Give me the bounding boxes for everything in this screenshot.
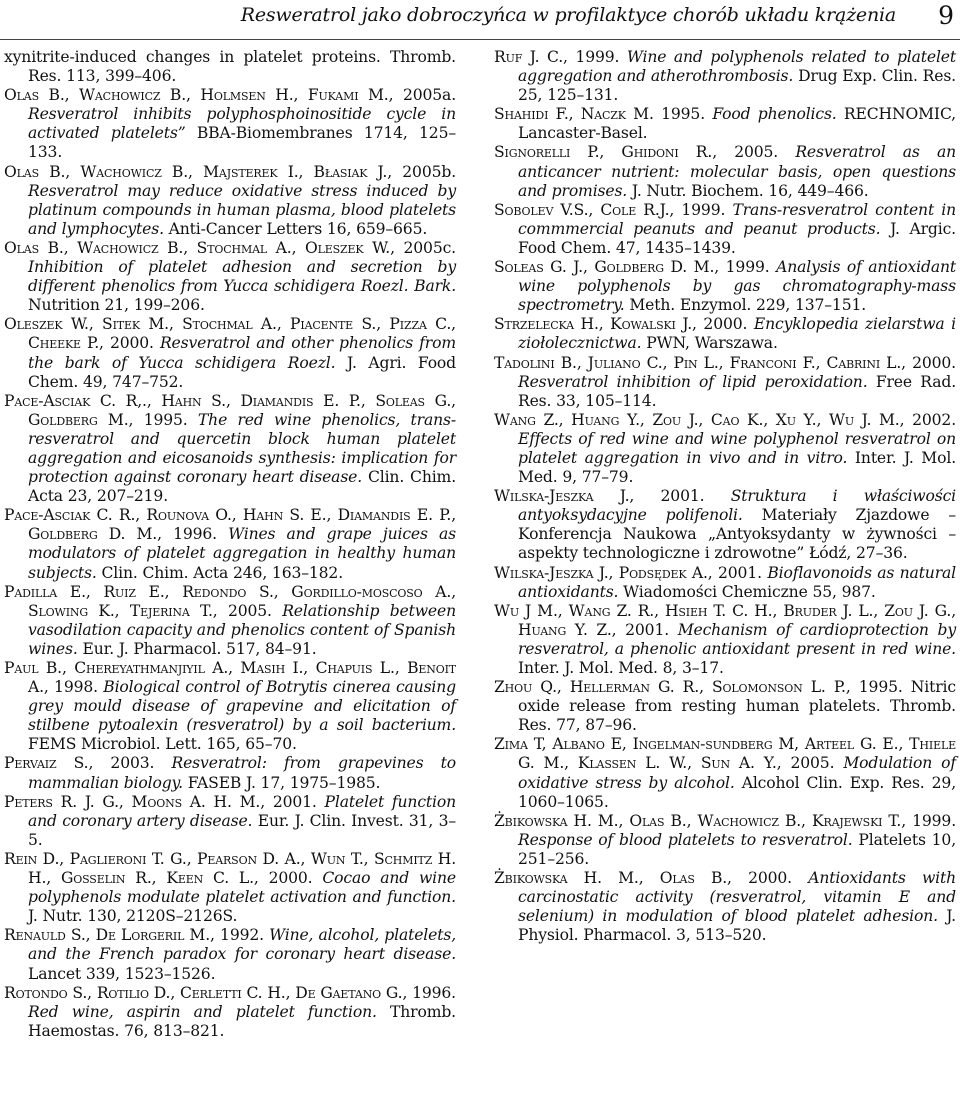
reference-year: 2001. xyxy=(616,620,678,639)
reference-title: Inhibition of platelet adhesion and secretion by different phenolics from Yucca schidigera Roezl. Bark. xyxy=(28,258,456,296)
reference-authors: Olas B., Wachowicz B., Majsterek I., Błasiak J., xyxy=(4,162,393,181)
reference-source: Nutrition 21, 199–206. xyxy=(28,296,205,315)
reference-entry xyxy=(4,926,456,983)
reference-authors: Renauld S., De Lorgeril M., xyxy=(4,926,215,945)
reference-year: 1999. xyxy=(567,48,627,66)
reference-title: Resveratrol inhibition of lipid peroxidation. xyxy=(518,372,868,391)
reference-source: Eur. J. Pharmacol. 517, 84–91. xyxy=(77,639,317,658)
reference-entry xyxy=(4,48,456,86)
reference-title: Wines and grape juices as modulators of platelet aggregation in healthy human subjects. xyxy=(28,525,456,582)
reference-authors: Wilska-Jeszka J., xyxy=(494,487,635,506)
reference-authors: Paul B., Chereyathmanjiyil A., Masih I., Chapuis L., Benoit A., xyxy=(4,659,456,697)
reference-source: Anti-Cancer Letters 16, 659–665. xyxy=(163,219,428,238)
reference-authors: Pervaiz S., xyxy=(4,754,94,773)
reference-authors: Zhou Q., Hellerman G. R., Solomonson L. P., xyxy=(494,678,851,697)
reference-entry xyxy=(494,258,956,315)
reference-year: 2005. xyxy=(781,754,844,773)
reference-year: 2005. xyxy=(717,143,796,162)
reference-authors: Wilska-Jeszka J., Podsędek A., xyxy=(494,563,713,582)
reference-source: Platelets 10, 251–256. xyxy=(518,830,957,868)
reference-title: Resveratrol may reduce oxidative stress induced by platinum compounds in human plasma, blood platelets and lymphocytes. xyxy=(28,181,456,238)
reference-authors: Żbikowska H. M., Olas B., Wachowicz B., Krajewski T., xyxy=(494,811,907,830)
reference-entry xyxy=(494,354,956,411)
reference-title: Trans-resveratrol content in commmercial peanuts and peanut products. xyxy=(518,200,956,238)
reference-entry xyxy=(494,487,956,563)
reference-year: 2000. xyxy=(731,869,809,888)
reference-entry xyxy=(494,869,956,945)
reference-entry xyxy=(494,564,956,602)
reference-entry xyxy=(494,105,956,143)
page-number: 9 xyxy=(938,1,954,30)
reference-authors: Olas B., Wachowicz B., Holmsen H., Fukami M., xyxy=(4,86,394,105)
reference-authors: Soleas G. J., Goldberg D. M., xyxy=(494,258,720,277)
reference-authors: Olas B., Wachowicz B., Stochmal A., Oleszek W., xyxy=(4,238,395,257)
reference-authors: Żbikowska H. M., Olas B., xyxy=(494,869,732,888)
reference-source: Alcohol Clin. Exp. Res. 29, 1060–1065. xyxy=(518,773,956,811)
reference-year: 2005a. xyxy=(393,86,456,105)
reference-year: 2005b. xyxy=(392,162,456,181)
reference-entry xyxy=(494,48,956,105)
running-title: Resweratrol jako dobroczyńca w profilaktyce chorób układu krążenia xyxy=(240,4,896,26)
reference-title: Effects of red wine and wine polyphenol resveratrol on platelet aggregation in vivo and in vitro. xyxy=(518,429,956,467)
reference-authors: Shahidi F., Naczk M. xyxy=(494,105,654,124)
reference-title: Encyklopedia zielarstwa i ziołolecznictwa. xyxy=(518,315,956,353)
left-column xyxy=(4,48,456,1041)
reference-title: Resveratrol: from grapevines to mammalian biology. xyxy=(28,754,457,792)
reference-entry xyxy=(4,850,456,926)
reference-entry xyxy=(494,201,956,258)
reference-title: Modulation of oxidative stress by alcohol. xyxy=(518,754,956,792)
reference-source: J. Argic. Food Chem. 47, 1435–1439. xyxy=(518,219,956,257)
reference-source: FASEB J. 17, 1975–1985. xyxy=(182,773,381,792)
reference-title: Bioflavonoids as natural antioxidants. xyxy=(518,563,956,601)
reference-source: Thromb. Haemostas. 76, 813–821. xyxy=(28,1002,456,1040)
reference-source: Drug Exp. Clin. Res. 25, 125–131. xyxy=(518,67,956,105)
reference-source: RECHNOMIC, Lancaster-Basel. xyxy=(518,105,956,143)
right-column xyxy=(494,48,956,945)
reference-year: 1999. xyxy=(674,200,733,219)
reference-authors: Peters R. J. G., Moons A. H. M., xyxy=(4,792,266,811)
reference-authors: Signorelli P., Ghidoni R., xyxy=(494,143,718,162)
reference-year: 2000. xyxy=(696,315,754,334)
reference-year: 1996. xyxy=(161,525,229,544)
reference-year: 1995. xyxy=(133,410,198,429)
reference-year: 2000. xyxy=(103,334,160,353)
reference-year: 2000. xyxy=(258,869,323,888)
reference-authors: Wu J M., Wang Z. R., Hsieh T. C. H., Bruder J. L., Zou J. G., Huang Y. Z., xyxy=(494,601,956,639)
reference-year: 2001. xyxy=(265,792,325,811)
reference-entry xyxy=(4,315,456,391)
reference-authors: Pace-Asciak C. R,., Hahn S., Diamandis E. P., Soleas G., Goldberg M., xyxy=(4,391,456,429)
reference-entry xyxy=(494,735,956,811)
reference-source: Eur. J. Clin. Invest. 31, 3–5. xyxy=(28,811,456,849)
reference-entry xyxy=(494,678,956,735)
reference-authors: Rotondo S., Rotilio D., Cerletti C. H., De Gaetano G., xyxy=(4,983,408,1002)
reference-source: Clin. Chim. Acta 23, 207–219. xyxy=(28,468,456,506)
reference-entry xyxy=(4,86,456,162)
reference-entry xyxy=(494,812,956,869)
reference-year: 1998. xyxy=(48,678,104,697)
reference-source: FEMS Microbiol. Lett. 165, 65–70. xyxy=(28,735,297,754)
reference-title: Mechanism of cardioprotection by resveratrol, a phenolic antioxidant present in red wine. xyxy=(518,620,956,658)
reference-source: Free Rad. Res. 33, 105–114. xyxy=(518,372,956,410)
reference-title: Struktura i właściwości antyoksydacyjne polifenoli. xyxy=(518,487,957,525)
reference-title: Resveratrol inhibits polyphosphoinositide cycle in activated platelets” xyxy=(28,105,456,143)
reference-title: Resveratrol and other phenolics from the bark of Yucca schidigera Roezl. xyxy=(28,334,456,372)
reference-entry xyxy=(4,583,456,659)
reference-source: J. Nutr. Biochem. 16, 449–466. xyxy=(627,181,869,200)
reference-entry xyxy=(4,392,456,507)
reference-year: 1999. xyxy=(719,258,777,277)
reference-title: Response of blood platelets to resveratrol. xyxy=(518,830,853,849)
reference-source: Wiadomości Chemiczne 55, 987. xyxy=(618,582,876,601)
reference-entry xyxy=(4,163,456,239)
reference-source: J. Agri. Food Chem. 49, 747–752. xyxy=(28,353,457,391)
reference-title: Analysis of antioxidant wine polyphenols by gas chromatography-mass spectrometry. xyxy=(518,258,956,315)
reference-title: Wine and polyphenols related to platelet aggregation and atherothrombosis. xyxy=(518,48,957,86)
reference-authors: Zima T, Albano E, Ingelman-sundberg M, Arteel G. E., Thiele G. M., Klassen L. W., Sun A. Y., xyxy=(494,735,956,773)
reference-entry xyxy=(4,754,456,792)
reference-source: Materiały Zjazdowe – Konferencja Naukowa „Antyoksydanty w żywności – aspekty technologiczne i zdrowotne” Łódź, 27–36. xyxy=(518,506,956,563)
reference-year: 2005c. xyxy=(394,238,456,257)
reference-entry xyxy=(4,239,456,315)
reference-year: 1999. xyxy=(906,811,957,830)
page-header xyxy=(0,0,960,40)
reference-authors: Rein D., Paglieroni T. G., Pearson D. A., Wun T., Schmitz H. H., Gosselin R., Keen C. L., xyxy=(4,849,456,888)
reference-year: 1995. xyxy=(653,105,713,124)
reference-source: BBA-Biomembranes 1714, 125–133. xyxy=(28,124,457,162)
reference-title: Platelet function and coronary artery disease. xyxy=(28,792,456,830)
reference-title: Food phenolics. xyxy=(712,105,837,124)
reference-title: Resveratrol as an anticancer nutrient: molecular basis, open questions and promises. xyxy=(518,143,956,200)
reference-authors: Padilla E., Ruiz E., Redondo S., Gordillo-moscoso A., Slowing K., Tejerina T., xyxy=(4,582,456,620)
reference-title: Wine, alcohol, platelets, and the French paradox for coronary heart disease. xyxy=(28,926,457,964)
reference-year: 2003. xyxy=(93,754,172,773)
reference-source: J. Nutr. 130, 2120S–2126S. xyxy=(28,907,238,926)
reference-authors: Wang Z., Huang Y., Zou J., Cao K., Xu Y., Wu J. M., xyxy=(494,410,905,429)
reference-source: Nitric oxide release from resting human platelets. Thromb. Res. 77, 87–96. xyxy=(518,678,956,735)
reference-year: 2000. xyxy=(905,353,956,372)
reference-year: 2001. xyxy=(634,487,731,506)
reference-title: Cocao and wine polyphenols modulate platelet activation and function. xyxy=(28,869,456,907)
reference-entry xyxy=(494,411,956,487)
reference-entry xyxy=(4,793,456,850)
reference-entry xyxy=(494,315,956,353)
reference-year: 1992. xyxy=(214,926,270,945)
reference-source: Meth. Enzymol. 229, 137–151. xyxy=(624,296,867,315)
reference-year: 2001. xyxy=(712,563,768,582)
reference-source: Inter. J. Mol. Med. 8, 3–17. xyxy=(518,659,724,677)
reference-entry xyxy=(4,984,456,1041)
reference-source: Inter. J. Mol. Med. 9, 77–79. xyxy=(518,448,956,487)
reference-year: 1995. xyxy=(850,678,911,697)
reference-authors: Ruf J. C., xyxy=(494,48,568,66)
reference-authors: Tadolini B., Juliano C., Pin L., Franconi F., Cabrini L., xyxy=(494,353,906,372)
reference-title: Red wine, aspirin and platelet function. xyxy=(28,1002,377,1021)
reference-year: 1996. xyxy=(407,983,456,1002)
reference-authors: Sobolev V.S., Cole R.J., xyxy=(494,200,675,219)
reference-authors: Pace-Asciak C. R., Rounova O., Hahn S. E., Diamandis E. P., Goldberg D. M., xyxy=(4,506,456,544)
reference-entry xyxy=(4,659,456,754)
reference-source: PWN, Warszawa. xyxy=(641,334,778,353)
reference-year: 2005. xyxy=(217,601,283,620)
reference-source: xynitrite-induced changes in platelet proteins. Thromb. Res. 113, 399–406. xyxy=(4,48,456,86)
reference-entry xyxy=(494,602,956,678)
reference-title: Biological control of Botrytis cinerea causing grey mould disease of grapevine and elicitation of stilbene pytoalexin (resveratrol) by a soil bacterium. xyxy=(28,678,456,735)
reference-source: Lancet 339, 1523–1526. xyxy=(28,964,216,983)
reference-authors: Oleszek W., Sitek M., Stochmal A., Piacente S., Pizza C., Cheeke P., xyxy=(4,315,456,353)
reference-source: J. Physiol. Pharmacol. 3, 513–520. xyxy=(518,907,956,945)
reference-entry xyxy=(494,143,956,200)
reference-source: Clin. Chim. Acta 246, 163–182. xyxy=(96,563,344,582)
reference-title: Relationship between vasodilation capacity and phenolics content of Spanish wines. xyxy=(28,601,456,658)
reference-title: Antioxidants with carcinostatic activity (resveratrol, vitamin E and selenium) in modulation of blood platelet adhesion. xyxy=(518,869,957,926)
reference-authors: Strzelecka H., Kowalski J., xyxy=(494,315,697,334)
reference-entry xyxy=(4,506,456,582)
reference-title: The red wine phenolics, trans-resveratrol and quercetin block human platelet aggregation and eicosanoids synthesis: implication for protection against coronary heart disease. xyxy=(28,410,456,487)
reference-year: 2002. xyxy=(904,410,957,429)
